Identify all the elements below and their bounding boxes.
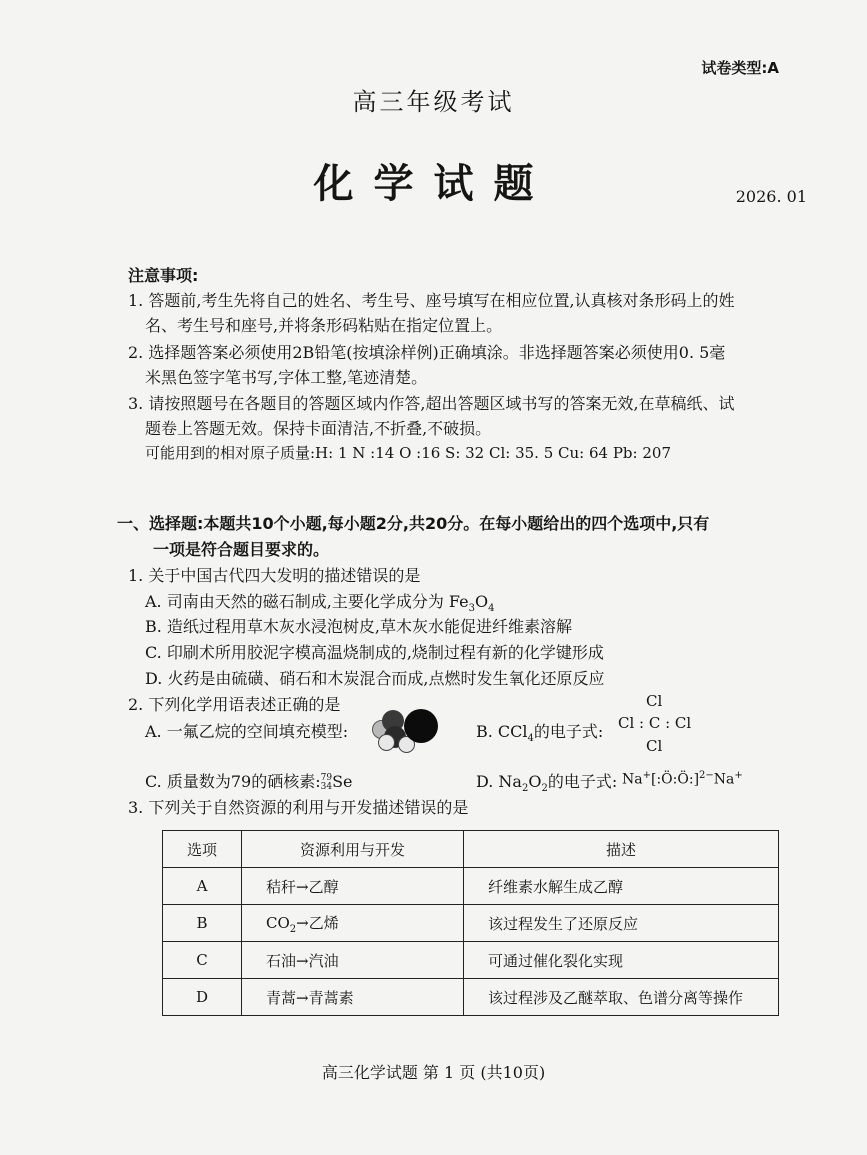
table-header-option: 选项	[163, 831, 242, 868]
fluoroethane-space-filling-model	[372, 708, 442, 754]
table-header-resource: 资源利用与开发	[242, 831, 464, 868]
table-cell-description: 可通过催化裂化实现	[464, 942, 779, 979]
table-row	[163, 979, 779, 1016]
se-mass-number: 79	[320, 772, 333, 783]
table-cell-option: B	[163, 905, 242, 942]
q1-stem: 1. 关于中国古代四大发明的描述错误的是	[128, 566, 421, 585]
exam-date: 2026. 01	[735, 187, 807, 206]
notice-item-2-line1: 2. 选择题答案必须使用2B铅笔(按填涂样例)正确填涂。非选择题答案必须使用0. 5毫	[128, 343, 726, 362]
table-row	[163, 942, 779, 979]
ccl4-bottom-cl: Cl	[646, 737, 663, 755]
se-atomic-number: 34	[320, 781, 333, 792]
table-cell-resource: $CO_2\to$乙烯	[242, 905, 464, 942]
section1-heading-line1: 一、选择题:本题共10个小题,每小题2分,共20分。在每小题给出的四个选项中,只有	[117, 514, 710, 533]
q2-option-a: A. 一氟乙烷的空间填充模型:	[145, 722, 349, 741]
exam-subtitle: 高三年级考试	[352, 88, 515, 116]
na2o2-electron-formula: Na+[:Ö:Ö:]$^{2-}$Na+	[622, 770, 743, 788]
table-cell-description: 纤维素水解生成乙醇	[464, 868, 779, 905]
q1-option-b: B. 造纸过程用草木灰水浸泡树皮,草木灰水能促进纤维素溶解	[145, 617, 573, 636]
table-row	[163, 905, 779, 942]
notice-item-3-line1: 3. 请按照题号在各题目的答题区域内作答,超出答题区域书写的答案无效,在草稿纸、试	[128, 394, 735, 413]
section1-heading-line2: 一项是符合题目要求的。	[153, 540, 330, 559]
q3-stem: 3. 下列关于自然资源的利用与开发描述错误的是	[128, 798, 469, 817]
table-cell-resource: 秸秆→乙醇	[242, 868, 464, 905]
exam-title: 化学试题	[313, 160, 554, 207]
table-cell-description: 该过程涉及乙醚萃取、色谱分离等操作	[464, 979, 779, 1016]
q1-option-a: A. 司南由天然的磁石制成,主要化学成分为 $Fe_3O_4$	[145, 592, 495, 615]
table-header-description: 描述	[464, 831, 779, 868]
notice-item-1-line1: 1. 答题前,考生先将自己的姓名、考生号、座号填写在相应位置,认真核对条形码上的姓	[128, 291, 735, 310]
table-cell-description: 该过程发生了还原反应	[464, 905, 779, 942]
q2-option-c: C. 质量数为79的硒核素:79 34Se	[145, 772, 353, 792]
resource-table	[162, 830, 779, 1016]
paper-type-label: 试卷类型:A	[701, 59, 779, 77]
table-cell-resource: 青蒿→青蒿素	[242, 979, 464, 1016]
q2-option-d: D. $Na_2O_2$的电子式:	[476, 772, 618, 795]
q2-stem: 2. 下列化学用语表述正确的是	[128, 695, 341, 714]
q2-option-b: B. CCl$_4$的电子式:	[476, 722, 604, 745]
table-row	[163, 868, 779, 905]
table-header-row	[163, 831, 779, 868]
atomic-masses: 可能用到的相对原子质量:H: 1 N :14 O :16 S: 32 Cl: 35. 5 Cu: 64 Pb: 207	[145, 444, 671, 462]
q1-option-c: C. 印刷术所用胶泥字模高温烧制成的,烧制过程有新的化学键形成	[145, 643, 604, 662]
q1-option-d: D. 火药是由硫磺、硝石和木炭混合而成,点燃时发生氧化还原反应	[145, 669, 605, 688]
table-cell-resource: 石油→汽油	[242, 942, 464, 979]
table-cell-option: A	[163, 868, 242, 905]
ccl4-middle-row: Cl : C : Cl	[618, 714, 692, 732]
notice-item-2-line2: 米黑色签字笔书写,字体工整,笔迹清楚。	[145, 368, 428, 387]
table-cell-option: D	[163, 979, 242, 1016]
table-cell-option: C	[163, 942, 242, 979]
ccl4-top-cl: Cl	[646, 692, 663, 710]
notice-item-3-line2: 题卷上答题无效。保持卡面清洁,不折叠,不破损。	[145, 419, 492, 438]
notice-item-1-line2: 名、考生号和座号,并将条形码粘贴在指定位置上。	[145, 316, 503, 335]
notice-title: 注意事项:	[128, 266, 199, 285]
page-footer: 高三化学试题 第 1 页 (共10页)	[321, 1063, 546, 1082]
